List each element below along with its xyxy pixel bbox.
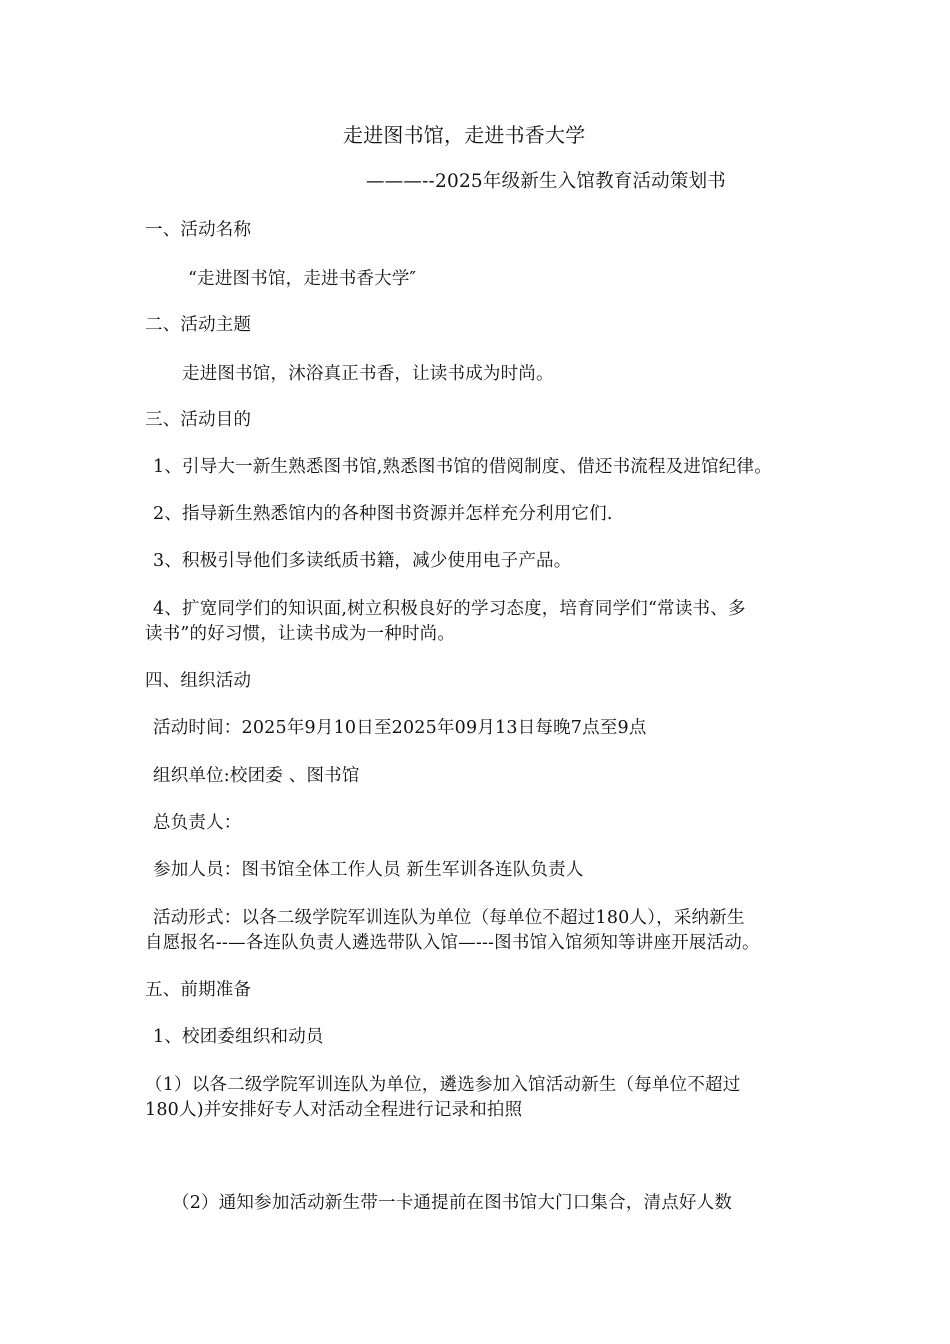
activity-form-line-2: 自愿报名--—各连队负责人遴选带队入馆—---图书馆入馆须知等讲座开展活动。	[145, 933, 760, 953]
activity-theme-text: 走进图书馆，沐浴真正书香，让读书成为时尚。	[182, 364, 554, 384]
document-subtitle: ———--2025年级新生入馆教育活动策划书	[366, 171, 726, 192]
purpose-item-1: 1、引导大一新生熟悉图书馆,熟悉图书馆的借阅制度、借还书流程及进馆纪律。	[153, 457, 772, 477]
purpose-item-4-line-2: 读书”的好习惯，让读书成为一种时尚。	[145, 624, 456, 644]
activity-time: 活动时间：2025年9月10日至2025年09月13日每晚7点至9点	[153, 718, 647, 738]
purpose-item-4-line-1: 4、扩宽同学们的知识面,树立积极良好的学习态度，培育同学们“常读书、多	[153, 599, 746, 619]
activity-form-line-1: 活动形式：以各二级学院军训连队为单位（每单位不超过180人），采纳新生	[153, 908, 745, 928]
section-heading-name: 一、活动名称	[145, 220, 252, 240]
activity-name-text: “走进图书馆，走进书香大学″	[188, 269, 417, 289]
participants: 参加人员：图书馆全体工作人员 新生军训各连队负责人	[153, 860, 584, 880]
chief-responsible: 总负责人：	[153, 813, 242, 833]
preparation-sub-1-line-2: 180人)并安排好专人对活动全程进行记录和拍照	[145, 1100, 523, 1120]
section-heading-theme: 二、活动主题	[145, 315, 252, 335]
organizing-unit: 组织单位:校团委 、图书馆	[153, 766, 360, 786]
preparation-sub-2: （2）通知参加活动新生带一卡通提前在图书馆大门口集合，清点好人数	[172, 1193, 733, 1213]
purpose-item-3: 3、积极引导他们多读纸质书籍，减少使用电子产品。	[153, 551, 572, 571]
purpose-item-2: 2、指导新生熟悉馆内的各种图书资源并怎样充分利用它们.	[153, 504, 613, 524]
preparation-sub-1-line-1: （1）以各二级学院军训连队为单位，遴选参加入馆活动新生（每单位不超过	[145, 1075, 741, 1095]
section-heading-preparation: 五、前期准备	[145, 980, 252, 1000]
section-heading-organization: 四、组织活动	[145, 671, 252, 691]
section-heading-purpose: 三、活动目的	[145, 410, 252, 430]
preparation-item-1: 1、校团委组织和动员	[153, 1027, 324, 1047]
document-title: 走进图书馆，走进书香大学	[343, 123, 586, 147]
